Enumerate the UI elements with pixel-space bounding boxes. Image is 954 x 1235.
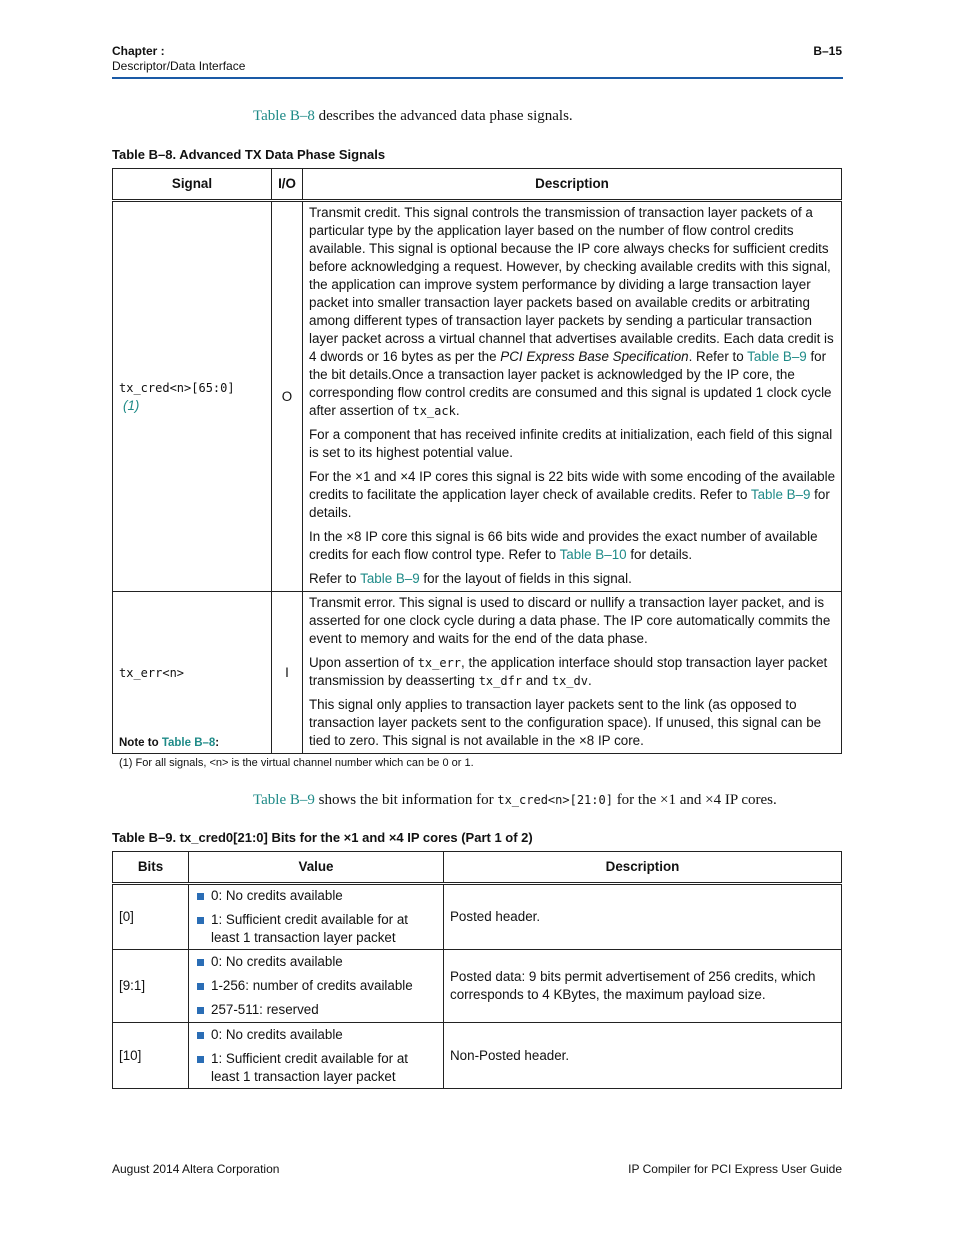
table-b10-link[interactable]: Table B–10 <box>559 547 627 562</box>
table-b8-link[interactable]: Table B–8 <box>253 108 315 124</box>
code-text: tx_cred<n>[21:0] <box>497 793 613 807</box>
intro-b8-text: describes the advanced data phase signals. <box>314 108 573 124</box>
description-paragraph: This signal only applies to transaction layer packets sent to the link (as opposed to transaction layer packets sent to the configuration space). If unused, this signal can be tied to zero. This signal is not available in the ×8 IP core. <box>309 697 822 748</box>
bullet-icon <box>197 1032 204 1039</box>
io-cell: O <box>272 201 303 592</box>
intro-b9-text: shows the bit information for <box>314 792 498 808</box>
note-label: Note to <box>119 737 162 749</box>
list-item <box>189 911 435 947</box>
header-rule <box>112 77 843 79</box>
signal-footnote-link[interactable]: (1) <box>123 397 140 413</box>
table-b9-link[interactable]: Table B–9 <box>253 792 315 808</box>
value-cell <box>189 884 444 950</box>
header-chapter: Chapter : <box>112 44 165 58</box>
text-run: . <box>455 403 460 418</box>
bits-cell: [9:1] <box>113 950 189 1023</box>
text-run: . Refer to <box>688 349 748 364</box>
signal-cell <box>113 592 272 754</box>
column-header-description: Description <box>303 169 842 201</box>
value-text: 1: Sufficient credit available for at least 1 transaction layer packet <box>211 912 409 945</box>
table-b9 <box>112 851 842 1089</box>
bullet-icon <box>197 1007 204 1014</box>
value-cell <box>189 950 444 1023</box>
table-header-row <box>113 169 842 201</box>
intro-b9-text: for the ×1 and ×4 IP cores. <box>612 792 777 808</box>
text-run: , the application interface should stop transaction layer packet transmission by deasserting <box>309 655 828 688</box>
signal-name: tx_err<n> <box>119 665 185 680</box>
table-b8-link[interactable]: Table B–8 <box>161 737 216 749</box>
column-header-description: Description <box>444 852 842 884</box>
description-cell: Posted header. <box>444 884 842 950</box>
text-run: for details. <box>626 547 693 562</box>
text-run: . <box>587 673 592 688</box>
bullet-icon <box>197 1056 204 1063</box>
intro-b8-paragraph <box>253 108 573 125</box>
value-list <box>189 953 435 1019</box>
table-b9-link[interactable]: Table B–9 <box>747 349 807 364</box>
text-run: Transmit credit. This signal controls the transmission of transaction layer packets of a particular type by the application layer based on the number of flow control credits available. This signal is optional because the IP core always checks for sufficient credits before acknowledging a request. However, by checking available credits with this signal, the application can improve system performance by dividing a large transaction layer packet into smaller transaction layer packets based on available credits or arbitrating among different types of transaction layer packets by sending a particular transaction layer packet across a virtual channel that advertises available credits. Each data credit is 4 dwords or 16 bytes as per the <box>309 205 834 364</box>
text-run: For the ×1 and ×4 IP cores this signal is 22 bits wide with some encoding of the available credits to facilitate the application layer check of available credits. Refer to <box>309 469 836 502</box>
emphasis-text: PCI Express Base Specification <box>500 349 689 364</box>
table-row <box>113 950 842 1023</box>
bullet-icon <box>197 917 204 924</box>
signal-cell <box>113 201 272 592</box>
table-b9-link[interactable]: Table B–9 <box>360 571 420 586</box>
value-text: 0: No credits available <box>211 954 343 969</box>
text-run: for details. <box>309 487 830 520</box>
code-text: tx_ack <box>412 404 456 418</box>
table-b8-caption: Table B–8. Advanced TX Data Phase Signals <box>112 147 386 162</box>
bullet-icon <box>197 959 204 966</box>
table-b8-note-heading <box>119 737 219 749</box>
description-paragraph: For a component that has received infinite credits at initialization, each field of this signal is set to its highest potential value. <box>309 427 833 460</box>
description-cell: Non-Posted header. <box>444 1023 842 1089</box>
table-b9-caption: Table B–9. tx_cred0[21:0] Bits for the ×1 and ×4 IP cores (Part 1 of 2) <box>112 830 533 845</box>
description-paragraph <box>309 528 835 564</box>
value-text: 1: Sufficient credit available for at least 1 transaction layer packet <box>211 1050 409 1084</box>
text-run: for the layout of fields in this signal. <box>419 571 632 586</box>
description-paragraph <box>309 468 835 522</box>
table-row <box>113 592 842 754</box>
header-section: Descriptor/Data Interface <box>112 59 246 73</box>
code-text: tx_dv <box>551 674 588 688</box>
table-row <box>113 201 842 592</box>
description-paragraph <box>309 204 835 420</box>
text-run: Upon assertion of <box>309 655 418 670</box>
list-item <box>189 1001 435 1019</box>
list-item <box>189 1026 435 1044</box>
table-row <box>113 884 842 950</box>
bits-cell: [10] <box>113 1023 189 1089</box>
list-item <box>189 887 435 905</box>
io-cell: I <box>272 592 303 754</box>
code-text: tx_dfr <box>478 674 523 688</box>
table-row <box>113 1023 842 1089</box>
column-header-value: Value <box>189 852 444 884</box>
description-paragraph: Transmit error. This signal is used to discard or nullify a transaction layer packet, and is asserted for one clock cycle during a data phase. The IP core automatically commits the event to memory and waits for the end of the data phase. <box>309 595 831 646</box>
note-colon: : <box>215 737 220 749</box>
description-cell <box>303 201 842 592</box>
column-header-io: I/O <box>272 169 303 201</box>
intro-b9-paragraph <box>253 792 777 809</box>
table-header-row <box>113 852 842 884</box>
value-text: 0: No credits available <box>211 888 343 903</box>
header-page-number: B–15 <box>813 44 842 58</box>
signal-name: tx_cred<n>[65:0] <box>119 380 235 395</box>
description-paragraph <box>309 654 835 690</box>
bullet-icon <box>197 983 204 990</box>
description-cell <box>303 592 842 754</box>
value-text: 0: No credits available <box>211 1026 343 1042</box>
description-paragraph <box>309 570 835 588</box>
value-list <box>189 1026 435 1086</box>
footer-right: IP Compiler for PCI Express User Guide <box>628 1162 842 1176</box>
value-list <box>189 887 435 947</box>
value-text: 1-256: number of credits available <box>211 978 413 993</box>
list-item <box>189 1050 435 1086</box>
list-item <box>189 953 435 971</box>
table-b9-link[interactable]: Table B–9 <box>750 487 811 502</box>
column-header-bits: Bits <box>113 852 189 884</box>
table-b8-footnote: (1) For all signals, <n> is the virtual channel number which can be 0 or 1. <box>119 757 474 769</box>
column-header-signal: Signal <box>113 169 272 201</box>
text-run: for the bit details.Once a transaction layer packet is acknowledged by the IP core, the corresponding flow control credits are consumed and this signal is updated 1 clock cycle after assertion of <box>309 349 832 418</box>
footer-left: August 2014 Altera Corporation <box>112 1162 280 1176</box>
text-run: In the ×8 IP core this signal is 66 bits wide and provides the exact number of available credits for each flow control type. Refer to <box>309 529 818 562</box>
value-text: 257-511: reserved <box>211 1002 319 1017</box>
code-text: tx_err <box>417 656 462 670</box>
description-cell: Posted data: 9 bits permit advertisement of 256 credits, which corresponds to 4 KBytes, the maximum payload size. <box>444 950 842 1023</box>
value-cell <box>189 1023 444 1089</box>
text-run: Refer to <box>309 571 361 586</box>
text-run: and <box>522 673 552 688</box>
bits-cell: [0] <box>113 884 189 950</box>
table-b8 <box>112 168 842 754</box>
bullet-icon <box>197 893 204 900</box>
list-item <box>189 977 435 995</box>
